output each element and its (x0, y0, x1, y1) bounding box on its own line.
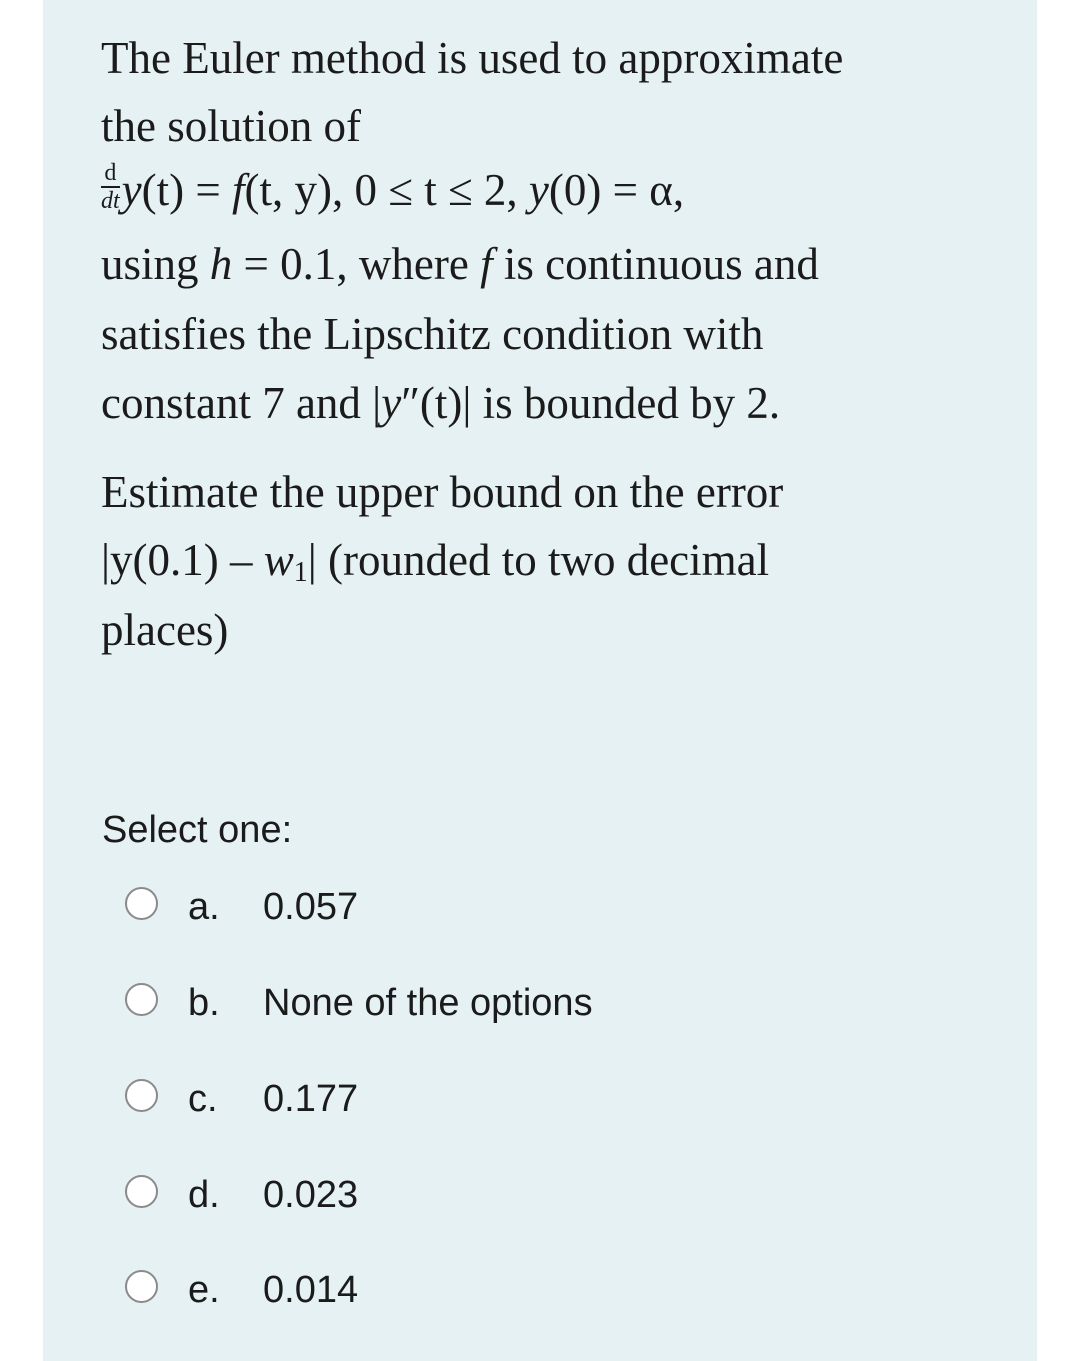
option-letter: b. (188, 982, 220, 1024)
option-text: None of the options (263, 982, 593, 1024)
option-text: 0.014 (263, 1269, 359, 1311)
question-line-2: the solution of (101, 101, 361, 151)
radio-button-c[interactable] (125, 1079, 158, 1112)
option-c[interactable] (125, 1076, 725, 1120)
question-line-4: using h = 0.1, where f is continuous and (101, 239, 819, 289)
question-line-5: satisfies the Lipschitz condition with (101, 309, 764, 359)
option-letter: c. (188, 1078, 218, 1120)
option-e[interactable] (125, 1267, 725, 1311)
question-line-6: constant 7 and |y″(t)| is bounded by 2. (101, 378, 781, 428)
option-letter: e. (188, 1269, 220, 1311)
radio-button-d[interactable] (125, 1175, 158, 1208)
radio-button-b[interactable] (125, 983, 158, 1016)
option-letter: d. (188, 1174, 220, 1216)
question-line-1: The Euler method is used to approximate (101, 33, 844, 83)
option-a[interactable] (125, 884, 725, 928)
option-text: 0.057 (263, 886, 359, 928)
option-d[interactable] (125, 1172, 725, 1216)
question-line-9: places) (101, 605, 229, 655)
derivative-fraction: $\frac{d}{dt}$ (101, 159, 120, 214)
question-line-7: Estimate the upper bound on the error (101, 467, 784, 517)
option-b[interactable] (125, 980, 725, 1024)
option-text: 0.177 (263, 1078, 359, 1120)
radio-button-a[interactable] (125, 887, 158, 920)
option-text: 0.023 (263, 1174, 359, 1216)
question-equation: $\frac{d}{dt}$ y(t) = f(t, y), 0 ≤ t ≤ 2, y(0) = α, (101, 159, 685, 215)
radio-button-e[interactable] (125, 1270, 158, 1303)
option-letter: a. (188, 886, 220, 928)
question-line-8: $|y(0.1) - w_1|$ (rounded to two decimal (101, 535, 770, 588)
select-one-prompt: Select one: (102, 809, 293, 851)
